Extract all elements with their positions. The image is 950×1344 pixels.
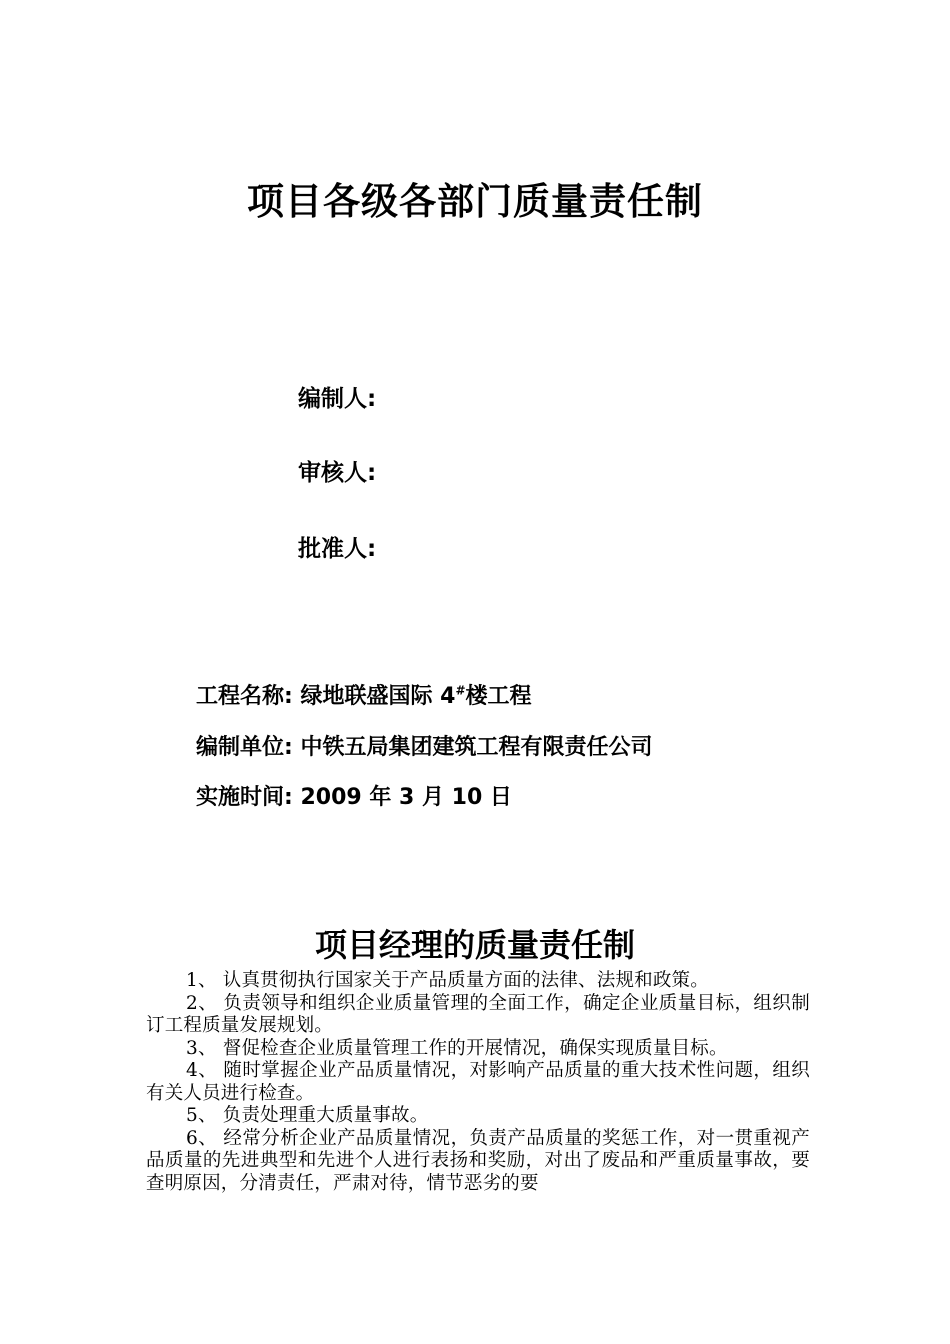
reviewer-label: 审核人: xyxy=(298,460,377,486)
project-name-line xyxy=(196,680,532,714)
implementation-date-value: 2009 年 3 月 10 日 xyxy=(300,785,512,810)
project-name-value: 绿地联盛国际 4#楼工程 xyxy=(300,683,532,709)
document-title: 项目各级各部门质量责任制 xyxy=(247,180,703,223)
responsibility-item: 6、 经常分析企业产品质量情况，负责产品质量的奖惩工作，对一贯重视产品质量的先进典型和先进个人进行表扬和奖励，对出了废品和严重质量事故，要查明原因，分清责任，严肃对待，情节恶劣的要 xyxy=(146,1127,810,1194)
preparing-unit-line xyxy=(196,731,653,765)
responsibility-item: 3、 督促检查企业质量管理工作的开展情况，确保实现质量目标。 xyxy=(186,1037,728,1059)
preparer-label: 编制人: xyxy=(298,386,377,412)
responsibility-item: 2、 负责领导和组织企业质量管理的全面工作，确定企业质量目标，组织制订工程质量发展规划。 xyxy=(146,992,810,1036)
responsibility-item: 5、 负责处理重大质量事故。 xyxy=(186,1105,429,1126)
section-title: 项目经理的质量责任制 xyxy=(314,926,635,964)
preparing-unit-label: 编制单位: xyxy=(196,735,293,760)
preparing-unit-value: 中铁五局集团建筑工程有限责任公司 xyxy=(300,735,653,760)
approver-label: 批准人: xyxy=(298,536,377,562)
responsibility-item: 1、 认真贯彻执行国家关于产品质量方面的法律、法规和政策。 xyxy=(186,970,709,991)
project-name-label: 工程名称: xyxy=(196,684,293,709)
implementation-date-label: 实施时间: xyxy=(196,785,293,810)
implementation-date-line xyxy=(196,781,512,815)
responsibility-item: 4、 随时掌握企业产品质量情况，对影响产品质量的重大技术性问题，组织有关人员进行检查。 xyxy=(146,1060,810,1104)
section-body xyxy=(146,970,810,1195)
